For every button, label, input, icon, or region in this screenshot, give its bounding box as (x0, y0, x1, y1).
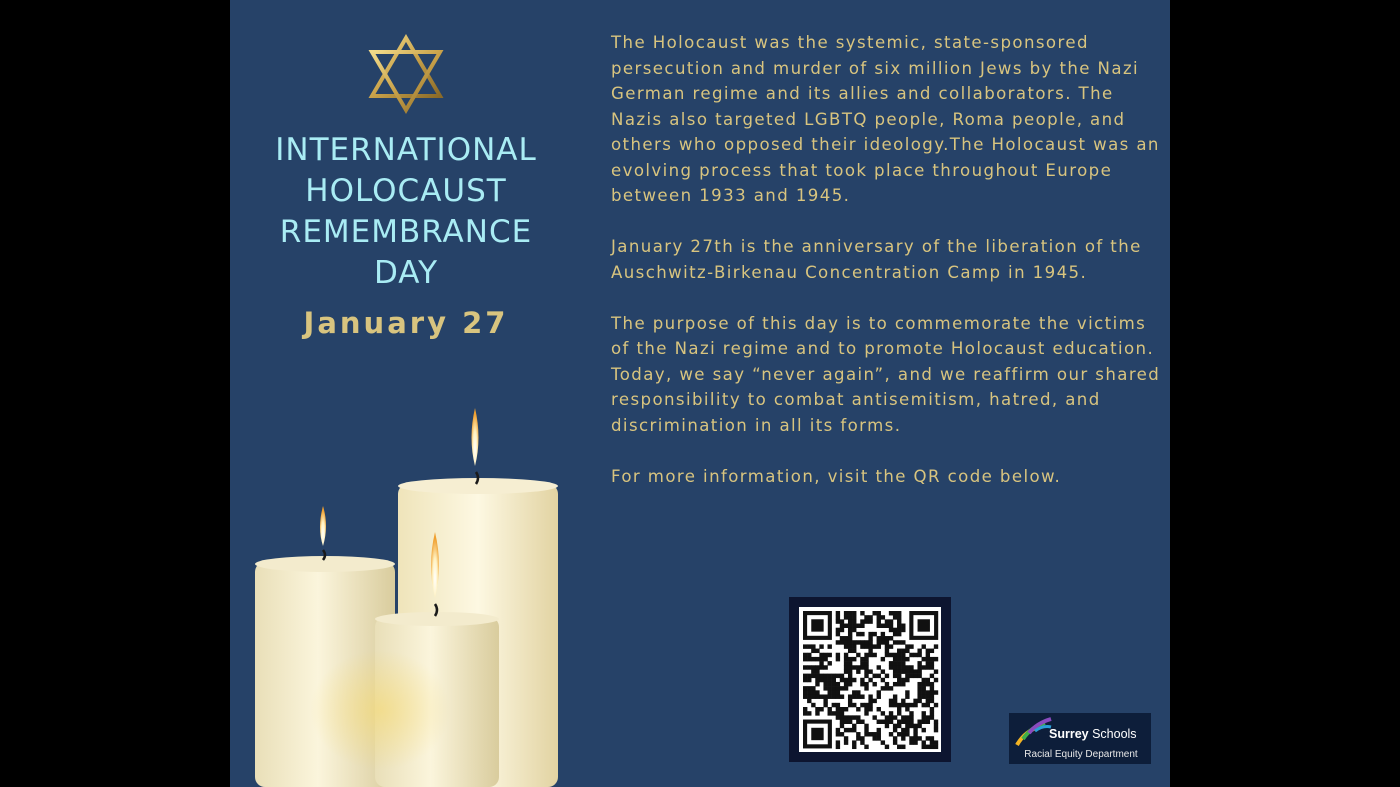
paragraph-anniversary: January 27th is the anniversary of the liberation of the Auschwitz-Birkenau Concentration Camp in 1945. (611, 237, 1142, 282)
candles-image (230, 380, 590, 787)
date-heading: January 27 (303, 306, 509, 340)
paragraph-purpose: The purpose of this day is to commemorate the victims of the Nazi regime and to promote Holocaust education. Today, we say “never again”, and we reaffirm our shared responsibility to combat antisemitism, hatred, and discrimination in all its forms. (611, 313, 1161, 435)
qr-code[interactable] (789, 597, 951, 762)
logo-department: Racial Equity Department (1024, 749, 1138, 760)
title-line: INTERNATIONAL (275, 132, 537, 168)
title-line: DAY (373, 255, 439, 291)
slide (230, 0, 1170, 787)
logo-name-rest: Schools (1088, 727, 1137, 741)
body-text (611, 30, 1161, 515)
title-line: HOLOCAUST (305, 173, 507, 209)
logo-name-bold: Surrey (1049, 727, 1089, 741)
title-line: REMEMBRANCE (279, 214, 533, 250)
paragraph-info: For more information, visit the QR code below. (611, 466, 1062, 486)
page-title (266, 130, 546, 294)
star-of-david-icon (368, 34, 444, 114)
paragraph-intro: The Holocaust was the systemic, state-sponsored persecution and murder of six million Jews by the Nazi German regime and its allies and collaborators. The Nazis also targeted LGBTQ people, Roma people, and others who opposed their ideology.The Holocaust was an evolving process that took place throughout Europe between 1933 and 1945. (611, 33, 1160, 205)
qr-code-icon (799, 607, 941, 752)
logo-name (1049, 727, 1137, 741)
logo-swoosh-icon (1015, 717, 1053, 747)
surrey-schools-logo (1009, 713, 1151, 764)
